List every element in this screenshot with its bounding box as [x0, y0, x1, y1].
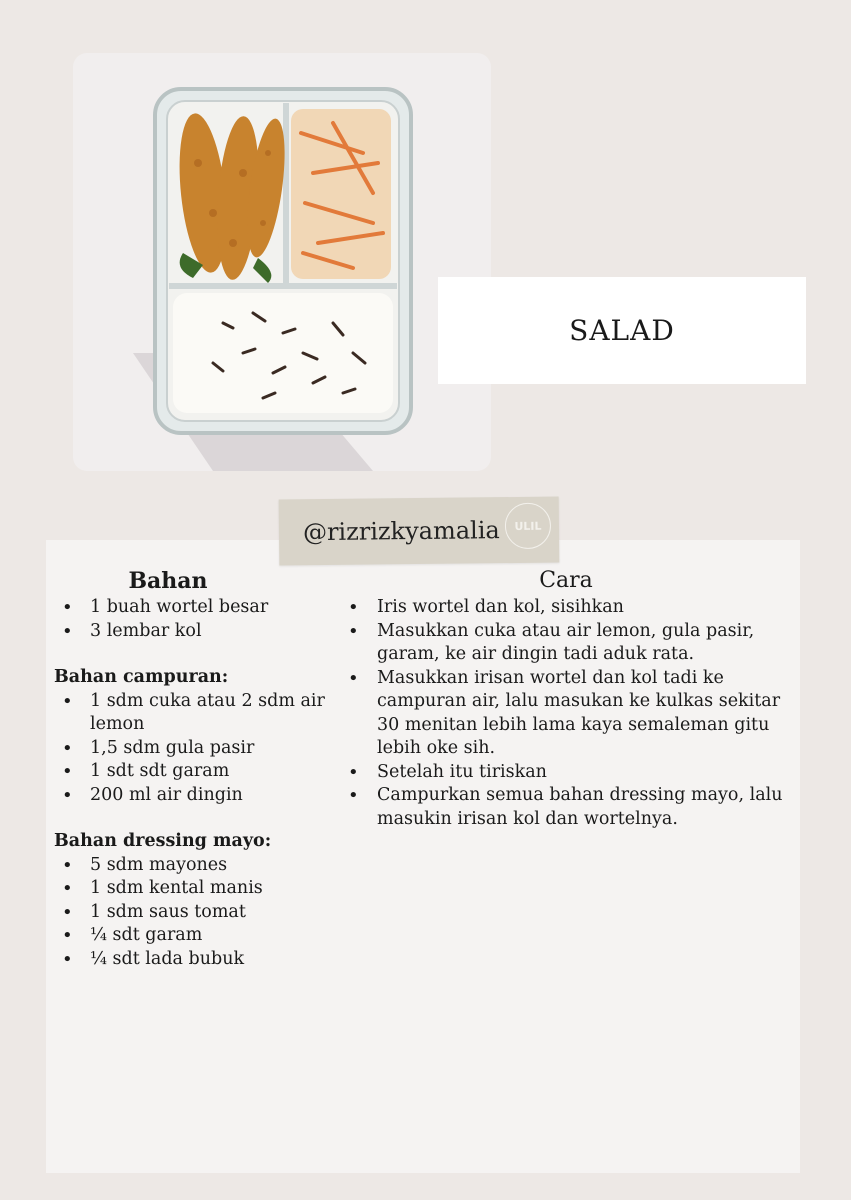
steps-column — [346, 566, 786, 831]
list-item: • 1 sdt sdt garam — [54, 760, 344, 784]
list-item: • ¼ sdt garam — [54, 924, 344, 948]
ingredients-main-list — [54, 596, 344, 643]
page-title: SALAD — [569, 314, 675, 347]
list-item: • 1 sdm saus tomat — [54, 901, 344, 925]
list-item: • Masukkan cuka atau air lemon, gula pasir, garam, ke air dingin tadi aduk rata. — [346, 620, 786, 667]
dressing-list — [54, 854, 344, 972]
steps-heading: Cara — [539, 568, 593, 593]
list-item: • 3 lembar kol — [54, 620, 344, 644]
dressing-heading: Bahan dressing mayo: — [54, 831, 272, 851]
author-handle: @rizrizkyamalia — [302, 516, 500, 547]
title-box — [438, 277, 806, 384]
list-item: • Iris wortel dan kol, sisihkan — [346, 596, 786, 620]
campuran-list — [54, 690, 344, 808]
list-item: • 1,5 sdm gula pasir — [54, 737, 344, 761]
steps-list — [346, 596, 786, 831]
list-item: • 1 sdm kental manis — [54, 877, 344, 901]
ingredients-heading: Bahan — [128, 568, 208, 594]
list-item: • Campurkan semua bahan dressing mayo, lalu masukin irisan kol dan wortelnya. — [346, 784, 786, 831]
list-item: • ¼ sdt lada bubuk — [54, 948, 344, 972]
food-photo — [73, 53, 491, 471]
list-item: • Masukkan irisan wortel dan kol tadi ke campuran air, lalu masukan ke kulkas sekitar 30 menitan lebih lama kaya semaleman gitu lebih oke sih. — [346, 667, 786, 761]
ingredients-column — [54, 566, 344, 971]
author-tape — [279, 497, 560, 566]
campuran-heading: Bahan campuran: — [54, 667, 229, 687]
list-item: • 1 sdm cuka atau 2 sdm air lemon — [54, 690, 344, 737]
watermark-badge: ULIL — [505, 503, 551, 549]
list-item: • Setelah itu tiriskan — [346, 761, 786, 785]
list-item: • 200 ml air dingin — [54, 784, 344, 808]
list-item: • 5 sdm mayones — [54, 854, 344, 878]
bento-lunchbox-icon — [73, 53, 491, 471]
list-item: • 1 buah wortel besar — [54, 596, 344, 620]
